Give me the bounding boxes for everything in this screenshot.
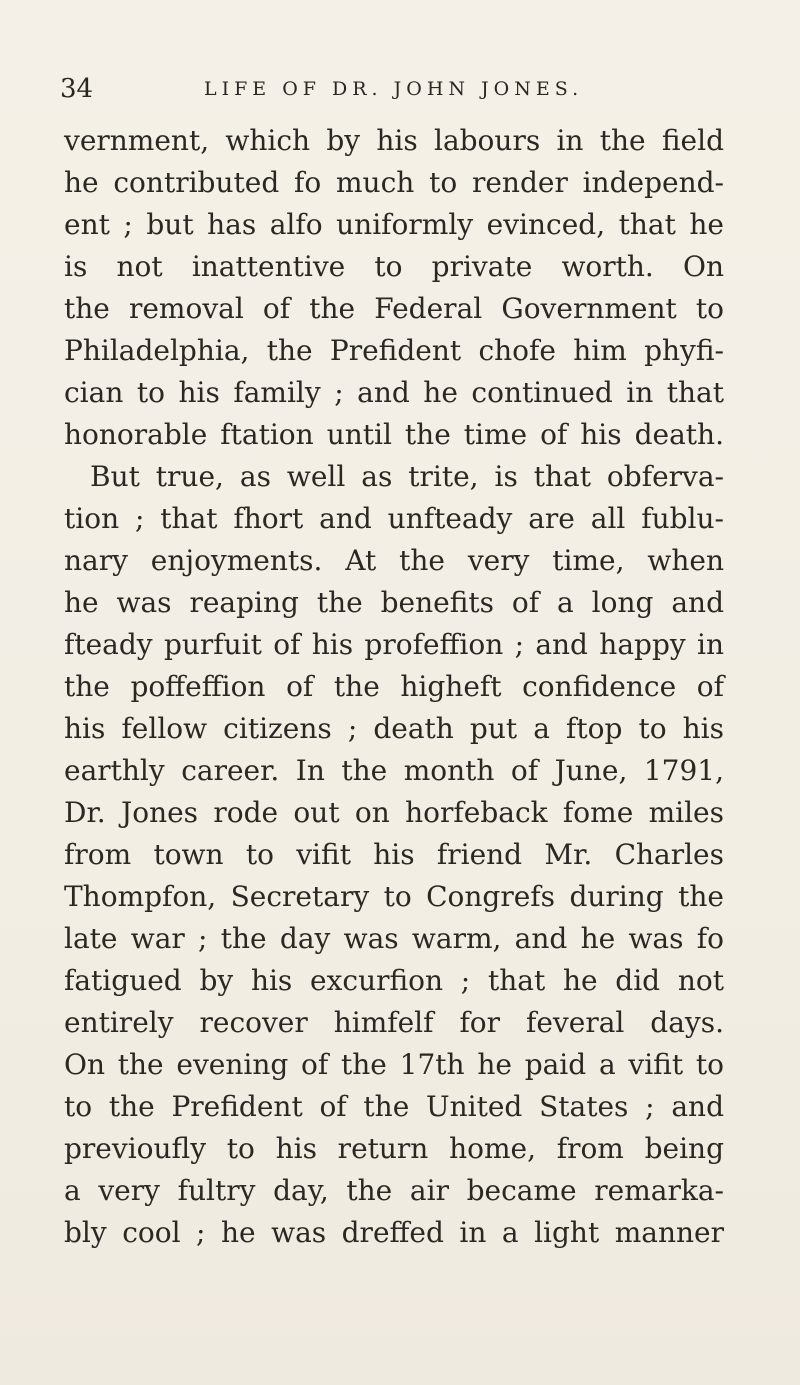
text-line: Philadelphia, the Prefident chofe him phyfi- <box>64 334 724 367</box>
text-line: Thompfon, Secretary to Congrefs during the <box>64 880 724 913</box>
text-line: is not inattentive to private worth. On <box>64 250 724 283</box>
page-header <box>60 72 760 112</box>
text-line: his fellow citizens ; death put a ftop to his <box>64 712 724 745</box>
text-line: fteady purfuit of his profeffion ; and happy in <box>64 628 724 661</box>
text-line: tion ; that fhort and unfteady are all fublu- <box>64 502 724 535</box>
text-line: from town to vifit his friend Mr. Charles <box>64 838 724 871</box>
text-line: he contributed fo much to render independ- <box>64 166 724 199</box>
text-line: previoufly to his return home, from being <box>64 1132 724 1165</box>
text-line: ent ; but has alfo uniformly evinced, that he <box>64 208 724 241</box>
text-line: earthly career. In the month of June, 1791, <box>64 754 724 787</box>
text-line: fatigued by his excurfion ; that he did not <box>64 964 724 997</box>
running-head: LIFE OF DR. JOHN JONES. <box>204 78 584 100</box>
text-line: Dr. Jones rode out on horfeback fome miles <box>64 796 724 829</box>
text-line: bly cool ; he was dreffed in a light manner <box>64 1216 724 1249</box>
text-line: entirely recover himfelf for feveral days. <box>64 1006 724 1039</box>
text-line: On the evening of the 17th he paid a vifit to <box>64 1048 724 1081</box>
text-line: a very fultry day, the air became remarka- <box>64 1174 724 1207</box>
body-text <box>64 120 724 1254</box>
text-line: he was reaping the benefits of a long and <box>64 586 724 619</box>
text-line: the poffeffion of the higheft confidence of <box>64 670 724 703</box>
text-line: the removal of the Federal Government to <box>64 292 724 325</box>
page-number: 34 <box>60 74 94 104</box>
text-line: to the Prefident of the United States ; and <box>64 1090 724 1123</box>
text-line: nary enjoyments. At the very time, when <box>64 544 724 577</box>
text-line: But true, as well as trite, is that obferva- <box>90 460 724 493</box>
text-line: late war ; the day was warm, and he was fo <box>64 922 724 955</box>
text-line: vernment, which by his labours in the field <box>64 124 724 157</box>
text-line: cian to his family ; and he continued in that <box>64 376 724 409</box>
text-line: honorable ftation until the time of his death. <box>64 418 724 451</box>
